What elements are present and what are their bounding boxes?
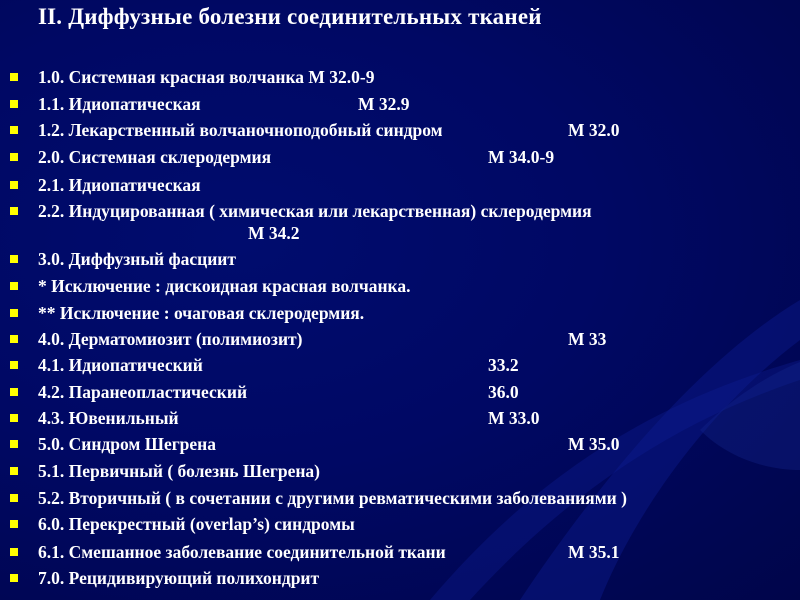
bullet-square-icon [10,520,18,528]
list-item-text: ** Исключение : очаговая склеродермия. [38,303,365,323]
bullet-square-icon [10,100,18,108]
list-item-code: М 32.9 [358,94,410,114]
list-item [0,405,800,431]
list-item [0,431,800,457]
list-item [0,300,800,326]
list-item-text: 4.0. Дерматомиозит (полимиозит) [38,329,303,349]
list-item-code: 36.0 [488,382,519,402]
bullet-square-icon [10,282,18,290]
bullet-square-icon [10,255,18,263]
bullet-square-icon [10,414,18,422]
bullet-square-icon [10,153,18,161]
list-item-text: 1.1. Идиопатическая [38,94,201,114]
list-item-text: 6.0. Перекрестный (overlap’s) синдромы [38,514,355,534]
bullet-square-icon [10,335,18,343]
list-item-code: М 35.0 [568,434,620,454]
list-item [0,273,800,299]
list-item-code: М 33.0 [488,408,540,428]
list-item-text: 5.1. Первичный ( болезнь Шегрена) [38,461,321,481]
list-item-text: 4.3. Ювенильный [38,408,179,428]
list-item [0,246,800,272]
list-item [0,485,800,511]
list-item-text: 6.1. Смешанное заболевание соединительной ткани [38,542,446,562]
list-item-text: 2.2. Индуцированная ( химическая или лекарственная) склеродермия [38,201,592,221]
list-item-code: М 35.1 [568,542,620,562]
list-item [0,539,800,565]
list-item-text: 1.2. Лекарственный волчаночноподобный синдром [38,120,443,140]
list-item-text: 4.2. Паранеопластический [38,382,248,402]
page-title: II. Диффузные болезни соединительных тканей [38,4,542,29]
bullet-square-icon [10,73,18,81]
bullet-square-icon [10,440,18,448]
bullet-square-icon [10,494,18,502]
list-item-code: М 32.0 [568,120,620,140]
bullet-square-icon [10,361,18,369]
list-item-text: * Исключение : дискоидная красная волчанка. [38,276,411,296]
list-item-text: 3.0. Диффузный фасциит [38,249,236,269]
list-item [0,144,800,170]
list-item [0,326,800,352]
bullet-square-icon [10,309,18,317]
list-item-text: 5.2. Вторичный ( в сочетании с другими ревматическими заболеваниями ) [38,488,627,508]
list-item-text: 7.0. Рецидивирующий полихондрит [38,568,320,588]
list-item-code: 33.2 [488,355,519,375]
list-item-text: 4.1. Идиопатический [38,355,203,375]
bullet-square-icon [10,467,18,475]
list-item [0,91,800,117]
bullet-square-icon [10,181,18,189]
list-item-text: 1.0. Системная красная волчанка М 32.0-9 [38,67,375,87]
list-item [0,64,800,90]
list-item [0,172,800,198]
list-item [0,379,800,405]
list-item [0,511,800,537]
bullet-square-icon [10,574,18,582]
list-item [0,458,800,484]
bullet-square-icon [10,126,18,134]
list-item-text: 2.1. Идиопатическая [38,175,201,195]
list-item [0,352,800,378]
list-item-text: 2.0. Системная склеродермия [38,147,272,167]
list-item-code: М 34.0-9 [488,147,555,167]
bullet-square-icon [10,207,18,215]
list-item-code: М 33 [568,329,607,349]
bullet-square-icon [10,388,18,396]
list-item [0,565,800,591]
list-item-text: 5.0. Синдром Шегрена [38,434,216,454]
list-item-code: М 34.2 [248,223,300,243]
list-item [0,117,800,143]
bullet-square-icon [10,548,18,556]
list-item [0,198,800,243]
